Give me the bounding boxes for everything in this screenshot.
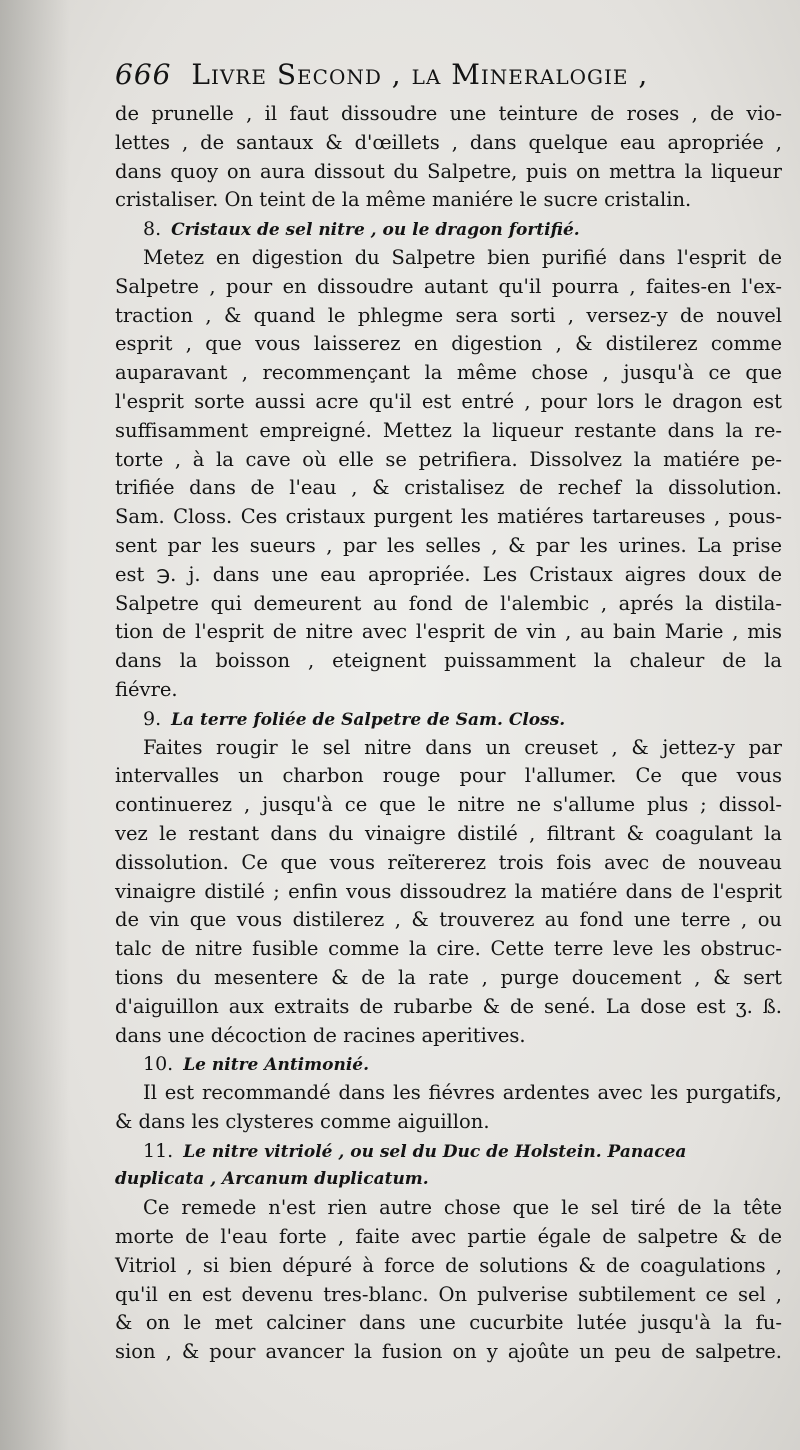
text-line: tions du mesentere & de la rate , purge doucement , & sert — [115, 965, 782, 989]
text-line: esprit , que vous laisserez en digestion , & distilerez comme — [115, 332, 782, 356]
section-heading-line — [115, 215, 782, 244]
page-gutter-shadow — [0, 0, 70, 1450]
text-line: lettes , de santaux & d'œillets , dans quelque eau apropriée , — [115, 130, 782, 154]
section-title: La terre foliée de Salpetre de Sam. Closs. — [171, 709, 566, 730]
text-line: morte de l'eau forte , faite avec partie égale de salpetre & de — [115, 1225, 782, 1249]
text-line: torte , à la cave où elle se petrifiera. Dissolvez la matiére pe- — [115, 447, 782, 471]
text-line: dissolution. Ce que vous reïtererez trois fois avec de nouveau — [115, 850, 782, 874]
text-line: & dans les clysteres comme aiguillon. — [115, 1109, 490, 1133]
section-number: 9. — [143, 707, 162, 730]
section-heading-line — [115, 1137, 782, 1166]
text-line: continuerez , jusqu'à ce que le nitre ne s'allume plus ; dissol- — [115, 793, 782, 817]
running-title: Livre Second , la Mineralogie , — [191, 58, 649, 91]
section-number: 8. — [143, 218, 162, 241]
text-line: trifiée dans de l'eau , & cristalisez de rechef la dissolution. — [115, 476, 782, 500]
text-line: Salpetre , pour en dissoudre autant qu'il pourra , faites-en l'ex- — [115, 274, 782, 298]
text-line: vinaigre distilé ; enfin vous dissoudrez la matiére dans de l'esprit — [115, 879, 782, 903]
text-line: dans quoy on aura dissout du Salpetre, puis on mettra la liqueur — [115, 159, 782, 183]
section-title: Le nitre vitriolé , ou sel du Duc de Holstein. Panacea — [183, 1141, 687, 1162]
text-line: vez le restant dans du vinaigre distilé , filtrant & coagulant la — [115, 821, 782, 845]
text-line: de prunelle , il faut dissoudre une teinture de roses , de vio- — [115, 102, 782, 125]
text-line: d'aiguillon aux extraits de rubarbe & de sené. La dose est ʒ. ß. — [115, 994, 782, 1018]
text-line: sion , & pour avancer la fusion on y ajoûte un peu de salpetre. — [115, 1340, 782, 1364]
text-line: Il est recommandé dans les fiévres ardentes avec les purgatifs, — [143, 1081, 782, 1105]
text-line: intervalles un charbon rouge pour l'allumer. Ce que vous — [115, 764, 782, 788]
text-line: Vitriol , si bien dépuré à force de solutions & de coagulations , — [115, 1253, 782, 1277]
text-line: Ce remede n'est rien autre chose que le sel tiré de la tête — [143, 1196, 782, 1220]
text-line: suffisamment empreigné. Mettez la liqueur restante dans la re- — [115, 418, 782, 442]
text-line: cristaliser. On teint de la même maniére le sucre cristalin. — [115, 188, 692, 212]
text-line: tion de l'esprit de nitre avec l'esprit de vin , au bain Marie , mis — [115, 620, 782, 644]
page-number: 666 — [115, 58, 172, 91]
text-line: auparavant , recommençant la même chose , jusqu'à ce que — [115, 361, 782, 385]
text-line: Faites rougir le sel nitre dans un creuset , & jettez-y par — [143, 735, 782, 759]
section-heading-line — [115, 1165, 782, 1194]
text-line: sent par les sueurs , par les selles , & par les urines. La prise — [115, 533, 782, 557]
section-heading-line — [115, 705, 782, 734]
text-line: de vin que vous distilerez , & trouverez au fond une terre , ou — [115, 908, 782, 932]
body-text — [115, 100, 782, 1367]
text-line: fiévre. — [115, 677, 178, 701]
section-heading-line — [115, 1050, 782, 1079]
text-line: est ℈. j. dans une eau apropriée. Les Cristaux aigres doux de — [115, 562, 782, 586]
text-line: Salpetre qui demeurent au fond de l'alembic , aprés la distila- — [115, 591, 782, 615]
text-line: qu'il en est devenu tres-blanc. On pulverise subtilement ce sel , — [115, 1282, 782, 1306]
section-number: 10. — [143, 1053, 174, 1076]
section-title: Le nitre Antimonié. — [183, 1055, 370, 1076]
text-line: dans la boisson , eteignent puissamment la chaleur de la — [115, 649, 782, 673]
text-line: dans une décoction de racines aperitives. — [115, 1023, 526, 1047]
section-number: 11. — [143, 1139, 174, 1162]
text-line: talc de nitre fusible comme la cire. Cette terre leve les obstruc- — [115, 937, 782, 961]
text-line: l'esprit sorte aussi acre qu'il est entré , pour lors le dragon est — [115, 389, 782, 413]
running-header — [115, 58, 775, 98]
text-line: traction , & quand le phlegme sera sorti , versez-y de nouvel — [115, 303, 782, 327]
text-line: Metez en digestion du Salpetre bien purifié dans l'esprit de — [143, 245, 782, 269]
text-line: & on le met calciner dans une cucurbite lutée jusqu'à la fu- — [115, 1311, 782, 1335]
section-title: Cristaux de sel nitre , ou le dragon fortifié. — [171, 220, 580, 241]
text-line: Sam. Closs. Ces cristaux purgent les matiéres tartareuses , pous- — [115, 505, 782, 529]
section-title: duplicata , Arcanum duplicatum. — [115, 1169, 429, 1190]
